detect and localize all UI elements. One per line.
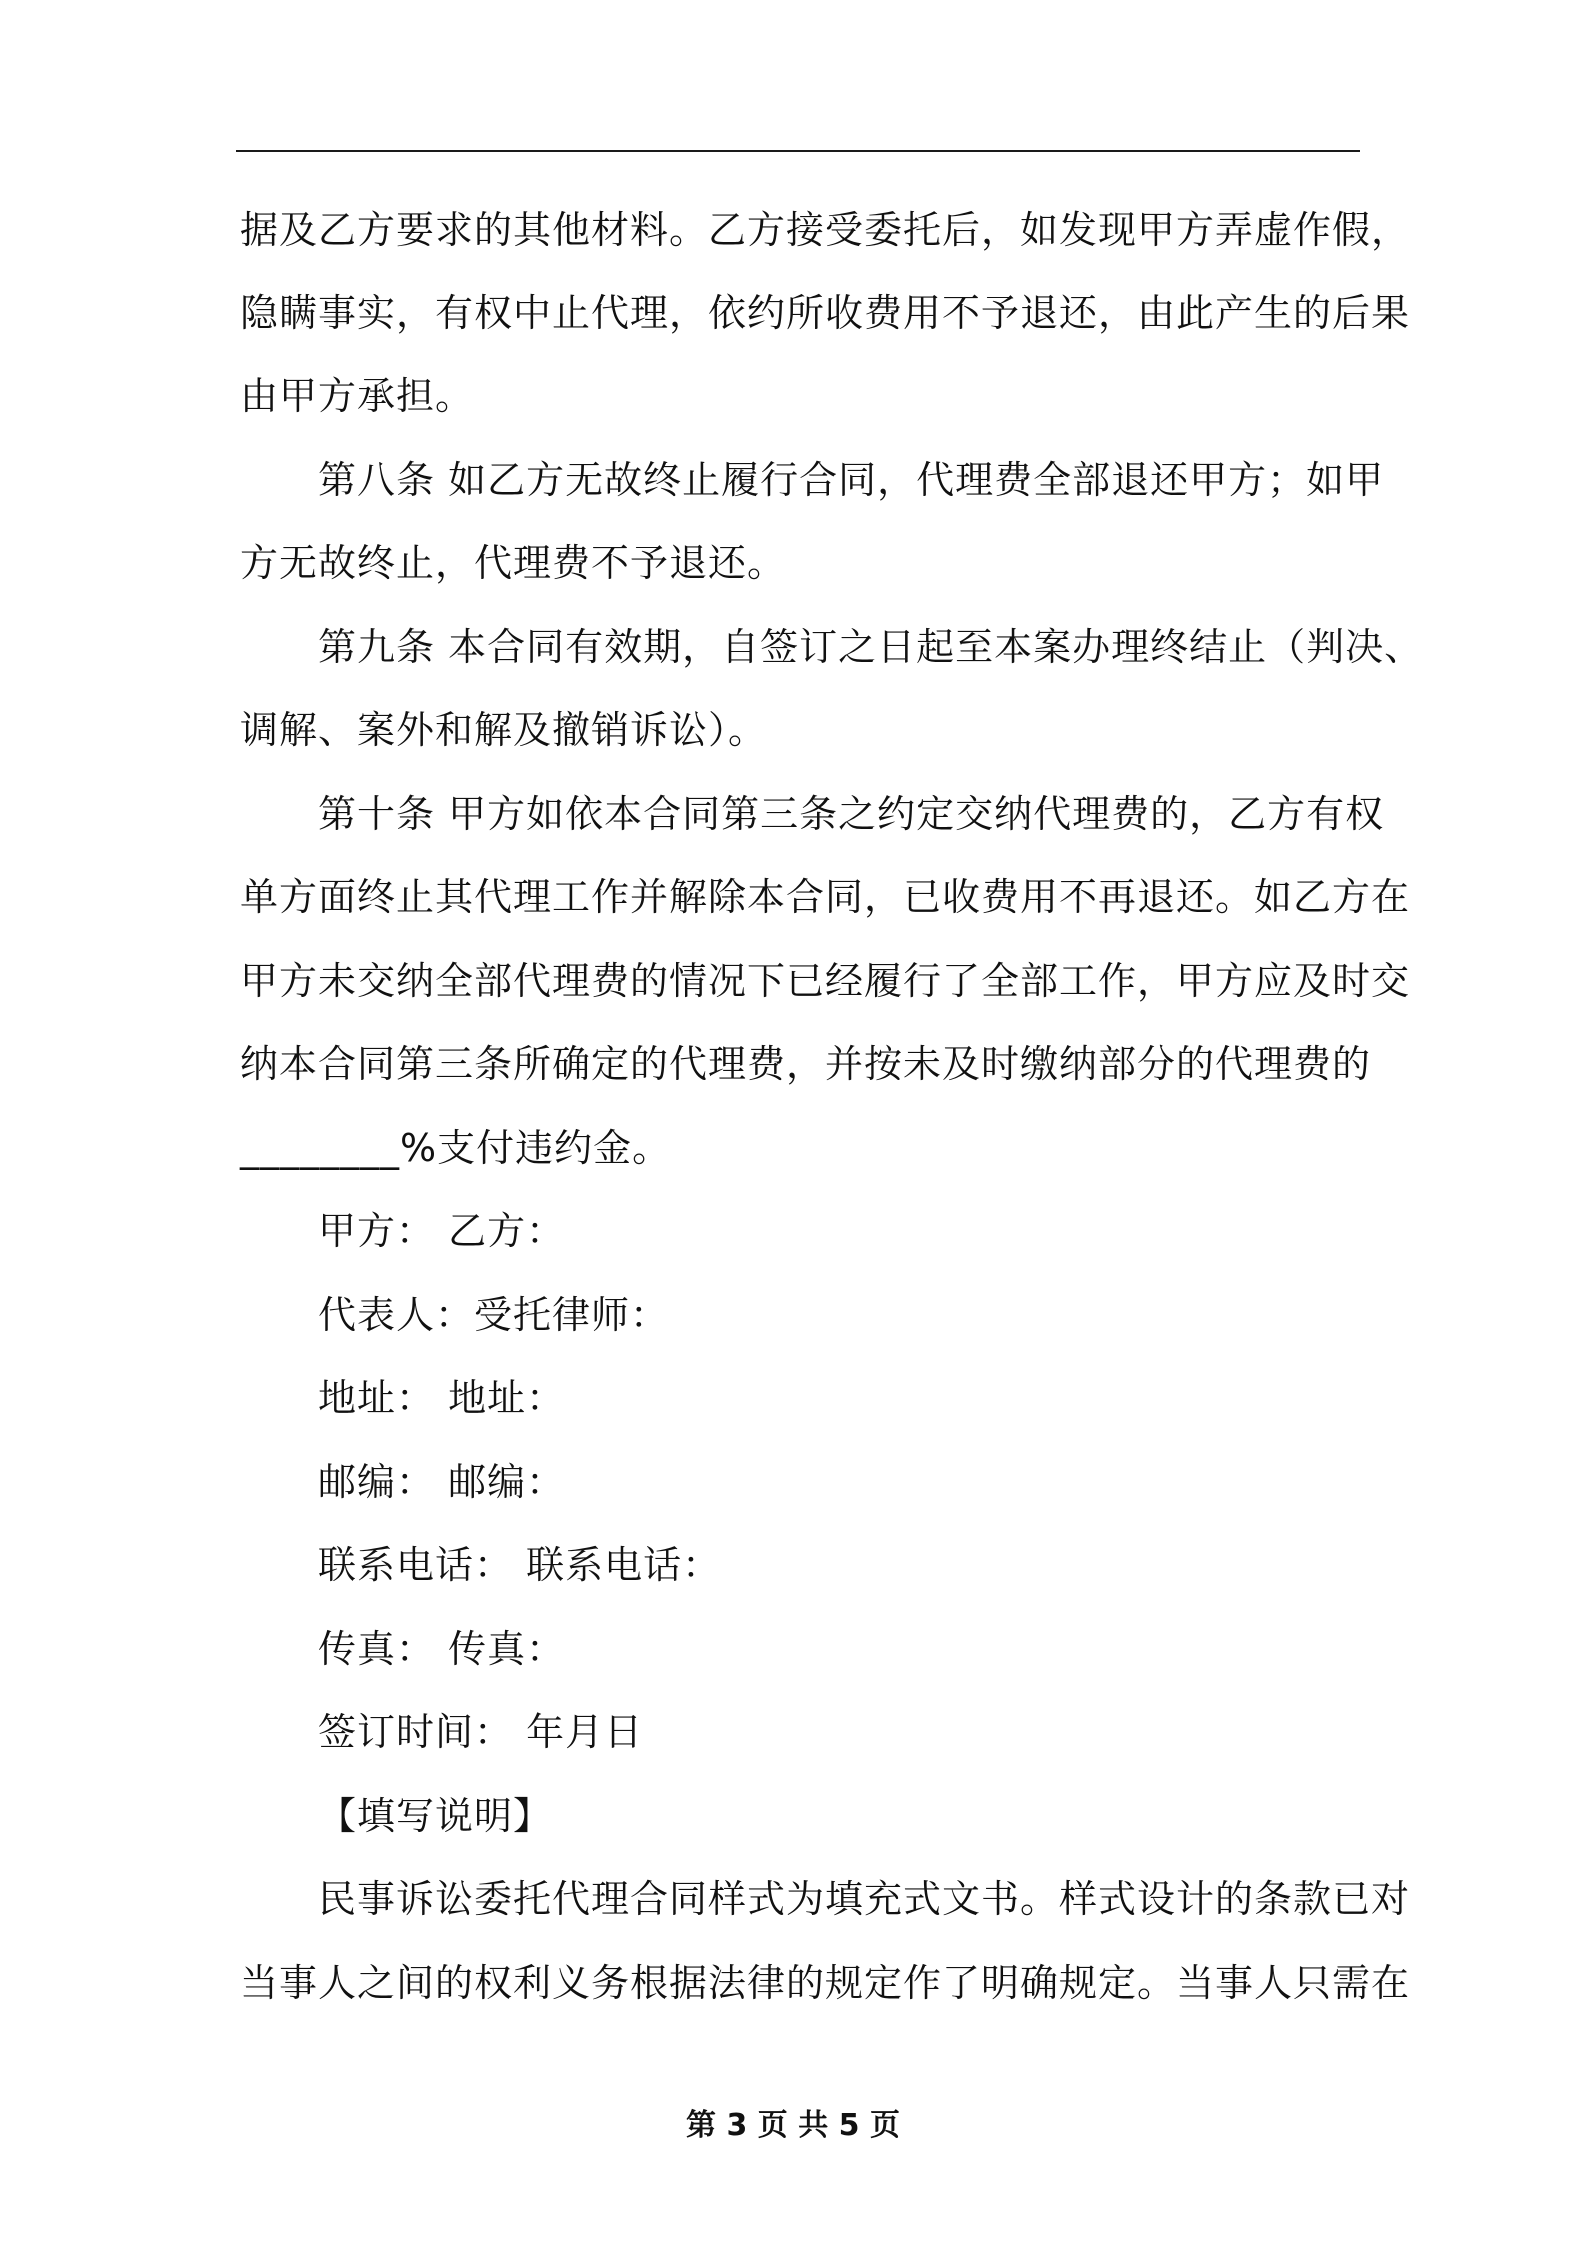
text-line: 方无故终止，代理费不予退还。 — [240, 541, 787, 585]
text-line: 民事诉讼委托代理合同样式为填充式文书。样式设计的条款已对 — [318, 1877, 1411, 1921]
representative-line: 代表人：受托律师： — [318, 1293, 670, 1337]
text-line: 隐瞒事实，有权中止代理，依约所收费用不予退还，由此产生的后果 — [240, 291, 1411, 335]
text-line: 由甲方承担。 — [240, 374, 475, 418]
fax-line: 传真： 传真： — [318, 1627, 566, 1671]
text-line: 调解、案外和解及撤销诉讼）。 — [240, 708, 768, 752]
text-line: 第八条 如乙方无故终止履行合同，代理费全部退还甲方；如甲 — [318, 458, 1385, 502]
text-line: 据及乙方要求的其他材料。乙方接受委托后，如发现甲方弄虚作假， — [240, 208, 1411, 252]
sign-date-line: 签订时间： 年月日 — [318, 1710, 644, 1754]
text-line: ________%支付违约金。 — [240, 1126, 672, 1170]
page-number: 第 3 页 共 5 页 — [686, 2108, 900, 2143]
phone-line: 联系电话： 联系电话： — [318, 1543, 722, 1587]
section-heading: 【填写说明】 — [318, 1794, 553, 1838]
text-line: 纳本合同第三条所确定的代理费，并按未及时缴纳部分的代理费的 — [240, 1042, 1372, 1086]
text-line: 甲方未交纳全部代理费的情况下已经履行了全部工作，甲方应及时交 — [240, 959, 1411, 1003]
header-rule — [236, 150, 1360, 152]
address-line: 地址： 地址： — [318, 1376, 566, 1420]
postcode-line: 邮编： 邮编： — [318, 1460, 566, 1504]
text-line: 单方面终止其代理工作并解除本合同，已收费用不再退还。如乙方在 — [240, 875, 1411, 919]
text-line: 第九条 本合同有效期，自签订之日起至本案办理终结止（判决、 — [318, 625, 1424, 669]
text-line: 第十条 甲方如依本合同第三条之约定交纳代理费的，乙方有权 — [318, 792, 1385, 836]
text-line: 当事人之间的权利义务根据法律的规定作了明确规定。当事人只需在 — [240, 1961, 1411, 2005]
party-line: 甲方： 乙方： — [318, 1209, 566, 1253]
